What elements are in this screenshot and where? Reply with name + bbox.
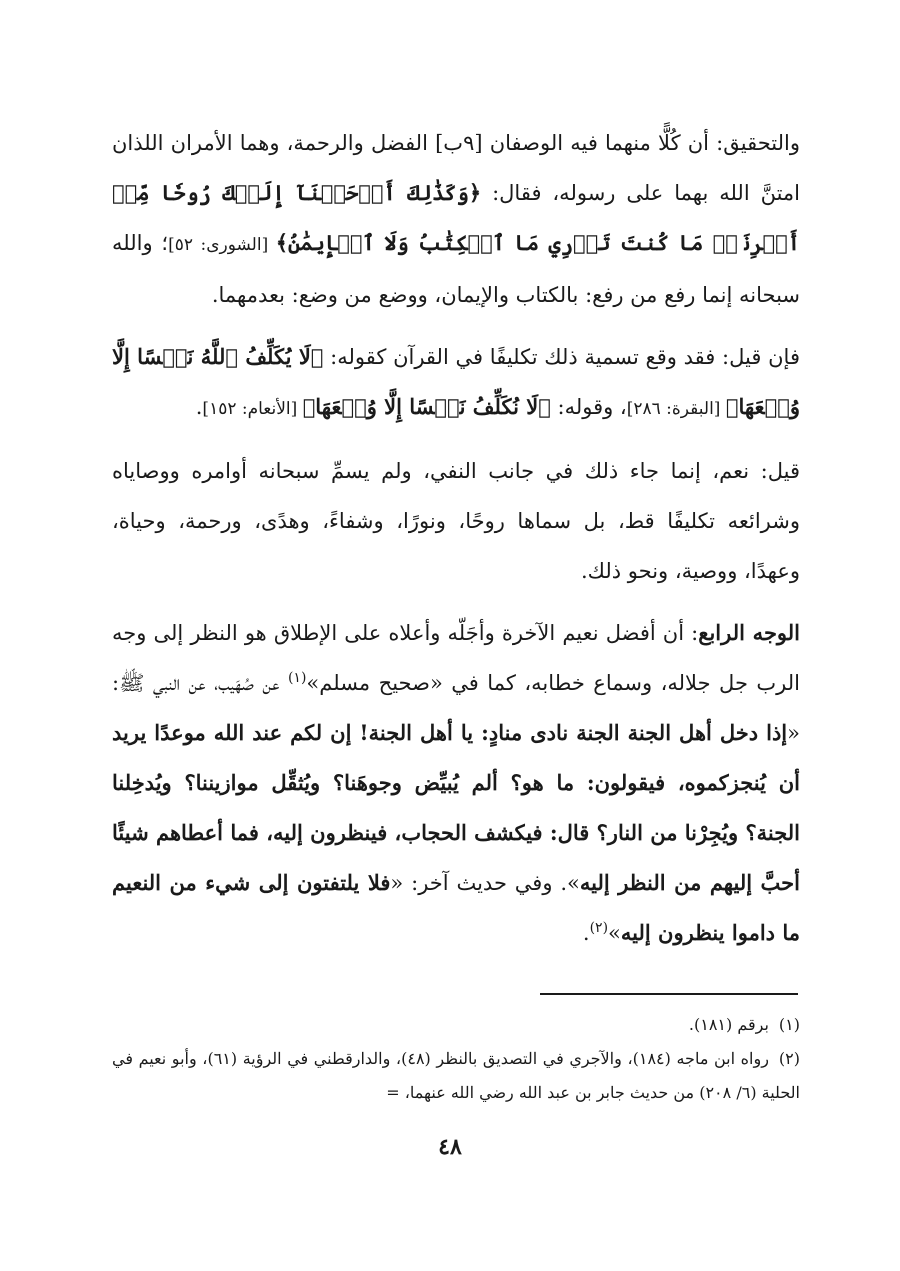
verse-reference: [البقرة: ٢٨٦]	[626, 399, 726, 419]
main-text	[112, 118, 800, 958]
paragraph-3	[112, 446, 800, 596]
text-run: والتحقيق: أن كُلًّا منهما فيه الوصفان [٩ب] الفضل والرحمة، وهما الأمران اللذان امتنَّ الله بهما على رسوله، فقال:	[112, 131, 800, 205]
text-run: .	[195, 395, 203, 419]
text-run: ، وقوله:	[550, 395, 627, 419]
footnotes	[112, 1008, 800, 1110]
hadith-text: إذا دخل أهل الجنة الجنة نادى منادٍ: يا أهل الجنة! إن لكم عند الله موعدًا يريد أن يُنجزكموه، فيقولون: ما هو؟ ألم يُبيِّض وجوهَنا؟ ويُثقِّل موازيننا؟ ويُدخِلنا الجنة؟ ويُجِرْنا من النار؟ قال: فيكشف الحجاب، فينظرون إليه، فما أعطاهم شيئًا أحبَّ إليهم من النظر إليه	[112, 720, 800, 895]
paragraph-2	[112, 332, 800, 434]
paragraph-1	[112, 118, 800, 320]
verse-reference: [الأنعام: ١٥٢]	[202, 399, 303, 419]
section-label: الوجه الرابع	[698, 620, 801, 645]
text-run: ». وفي حديث آخر: «	[390, 871, 580, 895]
footnote-number: (١)	[778, 1015, 800, 1034]
footnote-number: (٢)	[778, 1049, 801, 1068]
footnote-separator	[540, 993, 798, 995]
paragraph-4	[112, 608, 800, 958]
text-run: »	[608, 921, 621, 945]
text-run: : أن أفضل نعيم الآخرة وأجَلّه وأعلاه على الإطلاق هو النظر إلى وجه الرب جل جلاله، وسماع خطابه، كما في «صحيح مسلم»	[112, 621, 800, 695]
page-number: ٤٨	[438, 1134, 462, 1160]
text-run: .	[582, 921, 590, 945]
text-run: قيل: نعم، إنما جاء ذلك في جانب النفي، ولم يسمِّ سبحانه أوامره ووصاياه وشرائعه تكليفًا قط، بل سماها روحًا، ونورًا، وشفاءً، وهدًى، ورحمة، وحياة، وعهدًا، ووصية، ونحو ذلك.	[112, 459, 800, 583]
footnote-marker: (٢)	[589, 920, 609, 936]
verse-reference: [الشورى: ٥٢]	[168, 235, 276, 255]
footnote-text: رواه ابن ماجه (١٨٤)، والآجري في التصديق بالنظر (٤٨)، والدارقطني في الرؤية (٦١)، وأبو نعيم في الحلية (٦/ ٢٠٨) من حديث جابر بن عبد الله رضي الله عنهما، =	[112, 1049, 800, 1102]
footnote-text: برقم (١٨١).	[688, 1015, 769, 1034]
footnote-2	[112, 1042, 800, 1110]
text-run: ؛ والله سبحانه إنما رفع من رفع: بالكتاب والإيمان، ووضع من وضع: بعدمهما.	[112, 231, 800, 307]
footnote-marker: (١)	[287, 670, 307, 686]
hadith-text: فلا يلتفتون إلى شيء من النعيم ما داموا ينظرون إليه	[112, 870, 800, 945]
quran-verse: ﴿وَكَذَٰلِكَ أَوۡحَيۡنَآ إِلَيۡكَ رُوحٗا مِّنۡ أَمۡرِنَاۚ مَا كُنتَ تَدۡرِي مَا ٱلۡكِتَٰبُ وَلَا ٱلۡإِيمَٰنُ﴾	[112, 180, 800, 255]
footnote-1	[112, 1008, 800, 1042]
quran-verse: ﴿لَا يُكَلِّفُ ٱللَّهُ نَفۡسًا إِلَّا وُسۡعَهَا﴾	[112, 344, 800, 419]
quran-verse: ﴿لَا نُكَلِّفُ نَفۡسًا إِلَّا وُسۡعَهَا﴾	[302, 394, 551, 419]
text-run: عن صُهَيب، عن النبي ﷺ: «	[112, 671, 800, 745]
text-run: فإن قيل: فقد وقع تسمية ذلك تكليفًا في القرآن كقوله:	[323, 345, 800, 369]
